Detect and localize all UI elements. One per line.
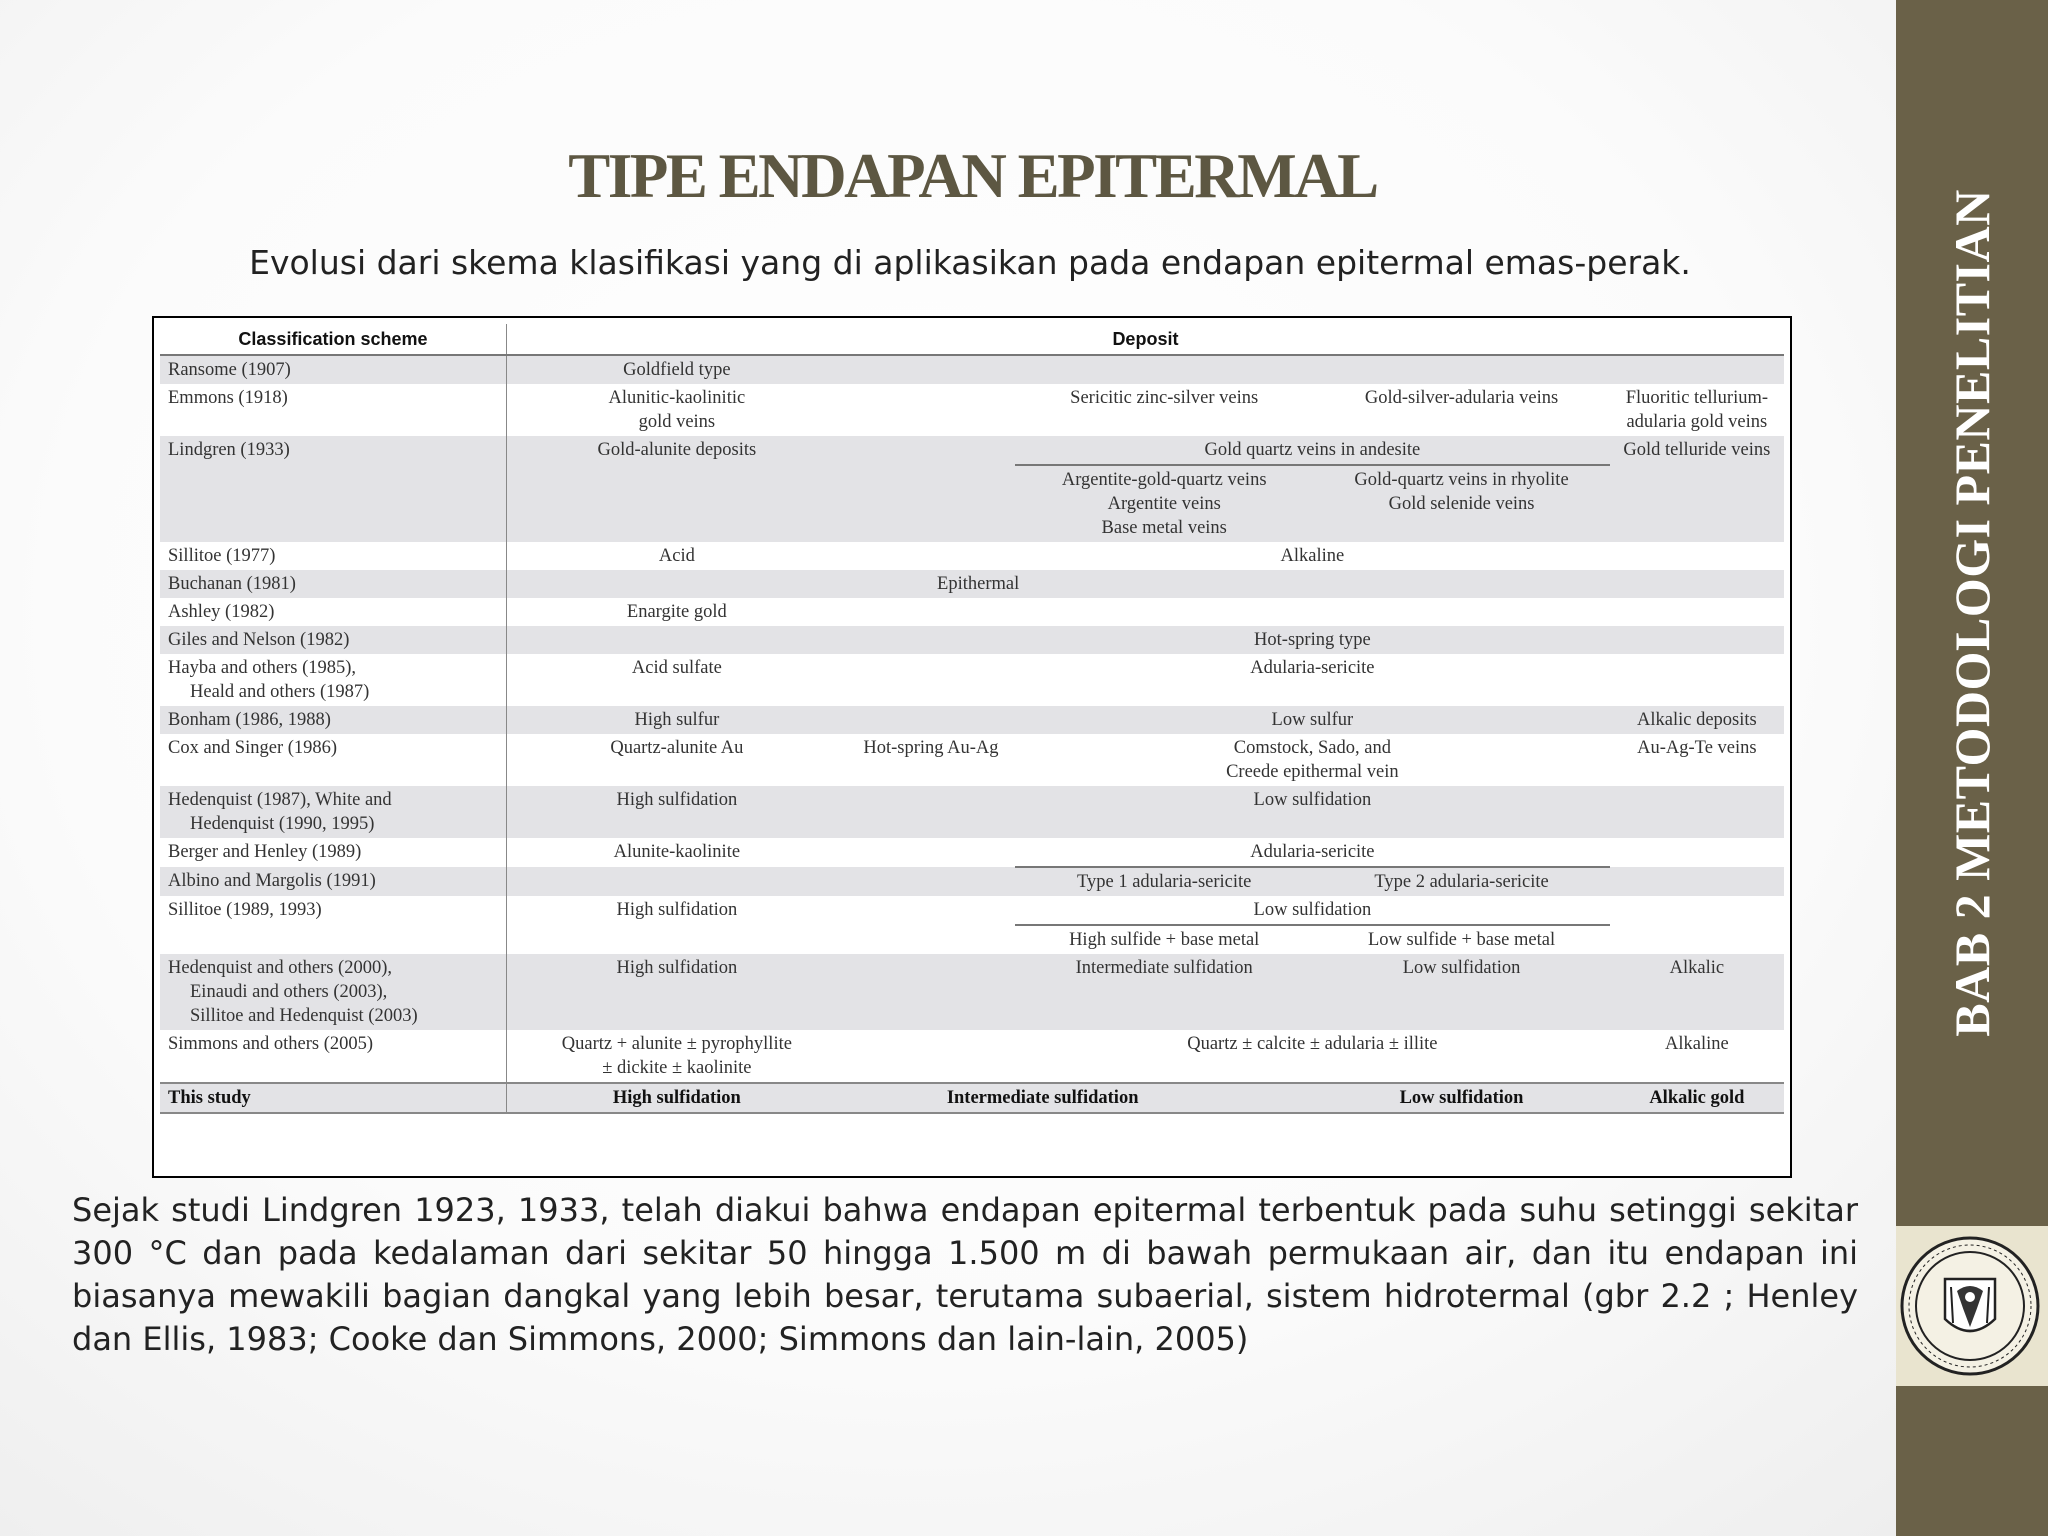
header-deposit: Deposit (506, 324, 1784, 355)
deposit-cell: High sulfidation (506, 786, 846, 838)
table-row (160, 1030, 1784, 1083)
deposit-cell: High sulfidation (616, 900, 738, 920)
table-row (160, 542, 1784, 570)
deposit-cell: Gold telluride veins (1610, 436, 1784, 465)
deposit-cell: Intermediate sulfidation (847, 1083, 1314, 1113)
scheme-cell: Berger and Henley (1989) (160, 838, 506, 867)
table-row (160, 706, 1784, 734)
scheme-cell: Hedenquist (1987), White and Hedenquist (1990, 1995) (160, 786, 506, 838)
table-row (160, 786, 1784, 838)
deposit-cell: High sulfur (506, 706, 846, 734)
table-row (160, 925, 1784, 954)
deposit-cell: Low sulfidation (1313, 1083, 1609, 1113)
deposit-cell: Quartz-alunite Au (610, 738, 744, 758)
deposit-cell: Gold-alunite deposits (506, 436, 846, 465)
deposit-cell: Gold quartz veins in andesite (1015, 436, 1610, 465)
deposit-cell: Gold-quartz veins in rhyolite Gold selenide veins (1313, 465, 1609, 542)
table-row-this-study (160, 1083, 1784, 1113)
table-row (160, 465, 1784, 542)
deposit-cell: Alkalic (1610, 954, 1784, 1030)
deposit-cell: Goldfield type (506, 355, 846, 384)
deposit-cell: Type 2 adularia-sericite (1313, 867, 1609, 896)
deposit-cell: Quartz + alunite ± pyrophyllite ± dickite ± kaolinite (561, 1034, 792, 1078)
table-row (160, 598, 1784, 626)
deposit-cell: Sericitic zinc-silver veins (1070, 388, 1259, 408)
scheme-cell: This study (160, 1083, 506, 1113)
table-row (160, 734, 1784, 786)
scheme-cell: Ransome (1907) (160, 355, 506, 384)
table-row (160, 954, 1784, 1030)
deposit-cell: Enargite gold (626, 602, 727, 622)
deposit-cell: Argentite-gold-quartz veins Argentite veins Base metal veins (1015, 465, 1313, 542)
scheme-cell: Albino and Margolis (1991) (160, 867, 506, 896)
table-row (160, 867, 1784, 896)
deposit-cell: Adularia-sericite (1250, 842, 1375, 862)
deposit-cell: Alunite-kaolinite (613, 842, 741, 862)
body-paragraph: Sejak studi Lindgren 1923, 1933, telah diakui bahwa endapan epitermal terbentuk pada suhu setinggi sekitar 300 °C dan pada kedalaman dari sekitar 50 hingga 1.500 m di bawah permukaan air, dan itu endapan ini biasanya mewakili bagian dangkal yang lebih besar, terutama subaerial, sistem hidrotermal (gbr 2.2 ; Henley dan Ellis, 1983; Cooke dan Simmons, 2000; Simmons dan lain-lain, 2005) (72, 1191, 1858, 1358)
header-classification-scheme: Classification scheme (160, 324, 506, 355)
deposit-cell: Hot-spring Au-Ag (863, 738, 999, 758)
deposit-cell: Alkalic gold (1610, 1083, 1784, 1113)
scheme-cell: Lindgren (1933) (160, 436, 506, 465)
scheme-cell: Sillitoe (1977) (160, 542, 506, 570)
deposit-cell: Hot-spring type (1015, 626, 1610, 654)
classification-table (160, 324, 1784, 1114)
university-seal-icon (1895, 1231, 2045, 1381)
deposit-cell: Low sulfidation (1313, 954, 1609, 1030)
deposit-cell: Gold-silver-adularia veins (1364, 388, 1559, 408)
deposit-cell: Fluoritic tellurium- adularia gold veins (1625, 388, 1769, 432)
table-row (160, 355, 1784, 384)
deposit-cell: Alkaline (1280, 546, 1345, 566)
deposit-cell: Intermediate sulfidation (1015, 954, 1313, 1030)
deposit-cell: Au-Ag-Te veins (1637, 738, 1757, 758)
scheme-cell: Giles and Nelson (1982) (160, 626, 506, 654)
deposit-cell: Acid sulfate (631, 658, 722, 678)
deposit-cell: Low sulfidation (1015, 786, 1610, 838)
scheme-cell: Simmons and others (2005) (160, 1030, 506, 1083)
scheme-cell: Cox and Singer (1986) (160, 734, 506, 786)
side-title: BAB 2 METODOLOGI PENELITIAN (1944, 189, 2000, 1037)
deposit-cell: Adularia-sericite (1250, 658, 1375, 678)
scheme-cell: Emmons (1918) (160, 384, 506, 436)
deposit-cell: Alkalic deposits (1610, 706, 1784, 734)
classification-table-frame (152, 316, 1792, 1178)
table-header-row (160, 324, 1784, 355)
deposit-cell: Low sulfidation (1253, 900, 1372, 920)
deposit-cell: Low sulfur (1015, 706, 1610, 734)
table-row (160, 896, 1784, 925)
scheme-cell: Ashley (1982) (160, 598, 506, 626)
deposit-cell: Type 1 adularia-sericite (1015, 867, 1313, 896)
table-row (160, 654, 1784, 706)
deposit-cell: Low sulfide + base metal (1313, 925, 1609, 954)
scheme-cell: Hayba and others (1985), Heald and others (1987) (160, 654, 506, 706)
deposit-cell: High sulfide + base metal (1015, 925, 1313, 954)
deposit-cell: Comstock, Sado, and Creede epithermal vein (1226, 738, 1399, 782)
scheme-cell: Sillitoe (1989, 1993) (160, 896, 506, 925)
scheme-cell: Buchanan (1981) (160, 570, 506, 598)
page-subtitle: Evolusi dari skema klasifikasi yang di aplikasikan pada endapan epitermal emas-perak. (249, 243, 1691, 282)
table-row (160, 838, 1784, 867)
deposit-cell: Alunitic-kaolinitic gold veins (608, 388, 746, 432)
table-row (160, 626, 1784, 654)
table-row (160, 384, 1784, 436)
table-row (160, 570, 1784, 598)
deposit-cell: Acid (658, 546, 695, 566)
deposit-cell: Epithermal (506, 570, 1313, 598)
deposit-cell: High sulfidation (506, 1083, 846, 1113)
scheme-cell: Hedenquist and others (2000), Einaudi and others (2003), Sillitoe and Hedenquist (2003) (160, 954, 506, 1030)
table-row (160, 436, 1784, 465)
scheme-cell: Bonham (1986, 1988) (160, 706, 506, 734)
deposit-cell: Quartz ± calcite ± adularia ± illite (1187, 1034, 1438, 1054)
page-title: TIPE ENDAPAN EPITERMAL (568, 141, 1377, 211)
deposit-cell: Alkaline (1665, 1034, 1729, 1054)
deposit-cell: High sulfidation (506, 954, 846, 1030)
